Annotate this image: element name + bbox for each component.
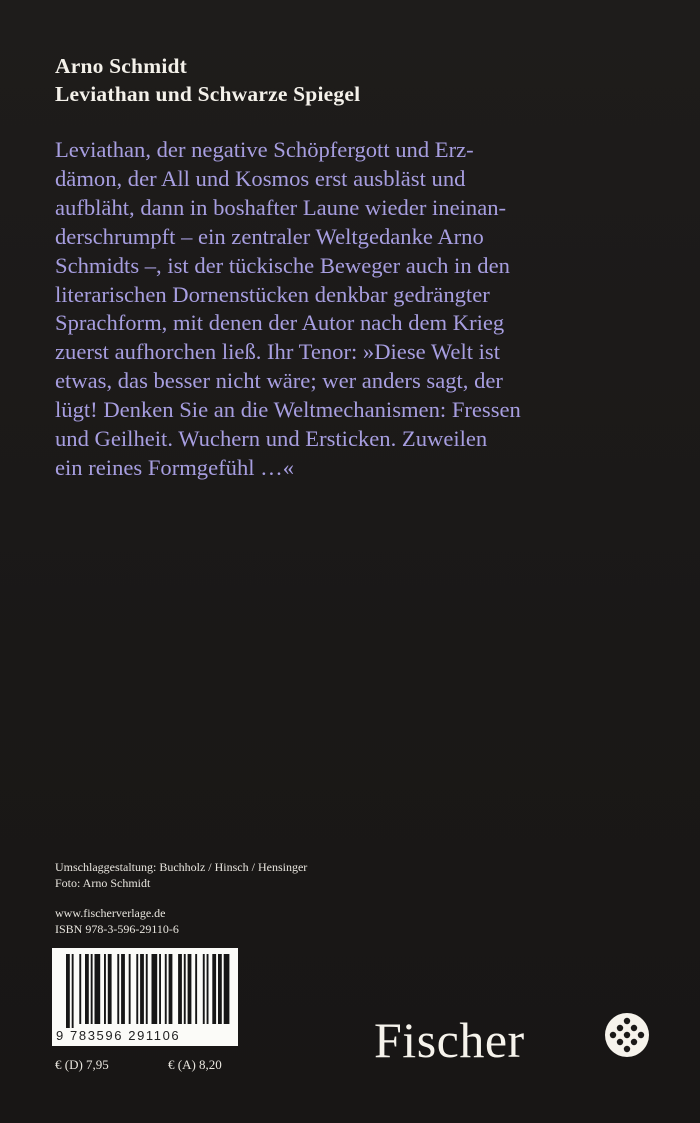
blurb-line: aufbläht, dann in boshafter Laune wieder ineinan-	[55, 194, 507, 220]
barcode-bar	[224, 954, 230, 1024]
blurb-text	[55, 136, 675, 483]
book-title: Leviathan und Schwarze Spiegel	[55, 82, 361, 106]
blurb-line: zuerst aufhorchen ließ. Ihr Tenor: »Diese Welt ist	[55, 339, 500, 365]
price-austria: € (A) 8,20	[168, 1057, 222, 1072]
barcode-bar	[195, 954, 197, 1024]
website-url: www.fischerverlage.de	[55, 906, 166, 920]
barcode-bars	[52, 948, 238, 1028]
blurb-line: derschrumpft – ein zentraler Weltgedanke Arno	[55, 223, 484, 249]
barcode-bar	[159, 954, 161, 1024]
price-germany: € (D) 7,95	[55, 1057, 109, 1072]
blurb-line: und Geilheit. Wuchern und Ersticken. Zuweilen	[55, 426, 488, 452]
barcode-bar	[184, 954, 186, 1024]
barcode-bar	[129, 954, 131, 1024]
barcode-bar	[146, 954, 148, 1024]
barcode-bar	[117, 954, 119, 1024]
barcode-bar	[218, 954, 222, 1024]
publisher-info	[55, 906, 179, 937]
barcode-bar	[85, 954, 89, 1024]
blurb-line: Schmidts –, ist der tückische Beweger auch in den	[55, 252, 510, 278]
barcode-bar	[108, 954, 112, 1024]
barcode-bar	[169, 954, 173, 1024]
fischer-logo-icon	[604, 1012, 650, 1058]
barcode-bar	[212, 954, 216, 1024]
author-title-block	[55, 52, 360, 108]
photo-credit: Foto: Arno Schmidt	[55, 875, 151, 890]
isbn-number: ISBN 978-3-596-29110-6	[55, 921, 179, 936]
barcode-bar	[104, 954, 106, 1024]
barcode-bar	[207, 954, 209, 1024]
barcode-bar	[79, 954, 81, 1024]
barcode-bar	[72, 954, 74, 1028]
credits	[55, 860, 307, 891]
barcode-bar	[165, 954, 167, 1024]
barcode-bar	[136, 954, 138, 1024]
barcode-digits: 9 783596 291106	[56, 1028, 181, 1043]
barcode-bar	[152, 954, 158, 1024]
blurb-line: lügt! Denken Sie an die Weltmechanismen: Fressen	[55, 397, 521, 423]
cover-design-credit: Umschlaggestaltung: Buchholz / Hinsch / Hensinger	[55, 860, 308, 874]
barcode	[52, 948, 238, 1046]
author-name: Arno Schmidt	[55, 54, 188, 78]
blurb-line: Sprachform, mit denen der Autor nach dem Krieg	[55, 310, 505, 336]
barcode-bar	[140, 954, 144, 1024]
barcode-bar	[203, 954, 205, 1024]
blurb-line: Leviathan, der negative Schöpfergott und Erz-	[55, 137, 474, 162]
publisher-name: Fischer	[374, 1012, 525, 1068]
barcode-bar	[178, 954, 182, 1024]
blurb-line: dämon, der All und Kosmos erst ausbläst und	[55, 165, 466, 191]
barcode-bar	[91, 954, 93, 1024]
barcode-bar	[95, 954, 101, 1024]
blurb-line: ein reines Formgefühl …«	[55, 454, 295, 480]
barcode-bar	[121, 954, 125, 1024]
barcode-bar	[188, 954, 192, 1024]
blurb-line: etwas, das besser nicht wäre; wer anders sagt, der	[55, 368, 503, 394]
barcode-bar	[66, 954, 70, 1028]
blurb-line: literarischen Dornenstücken denkbar gedrängter	[55, 281, 490, 307]
